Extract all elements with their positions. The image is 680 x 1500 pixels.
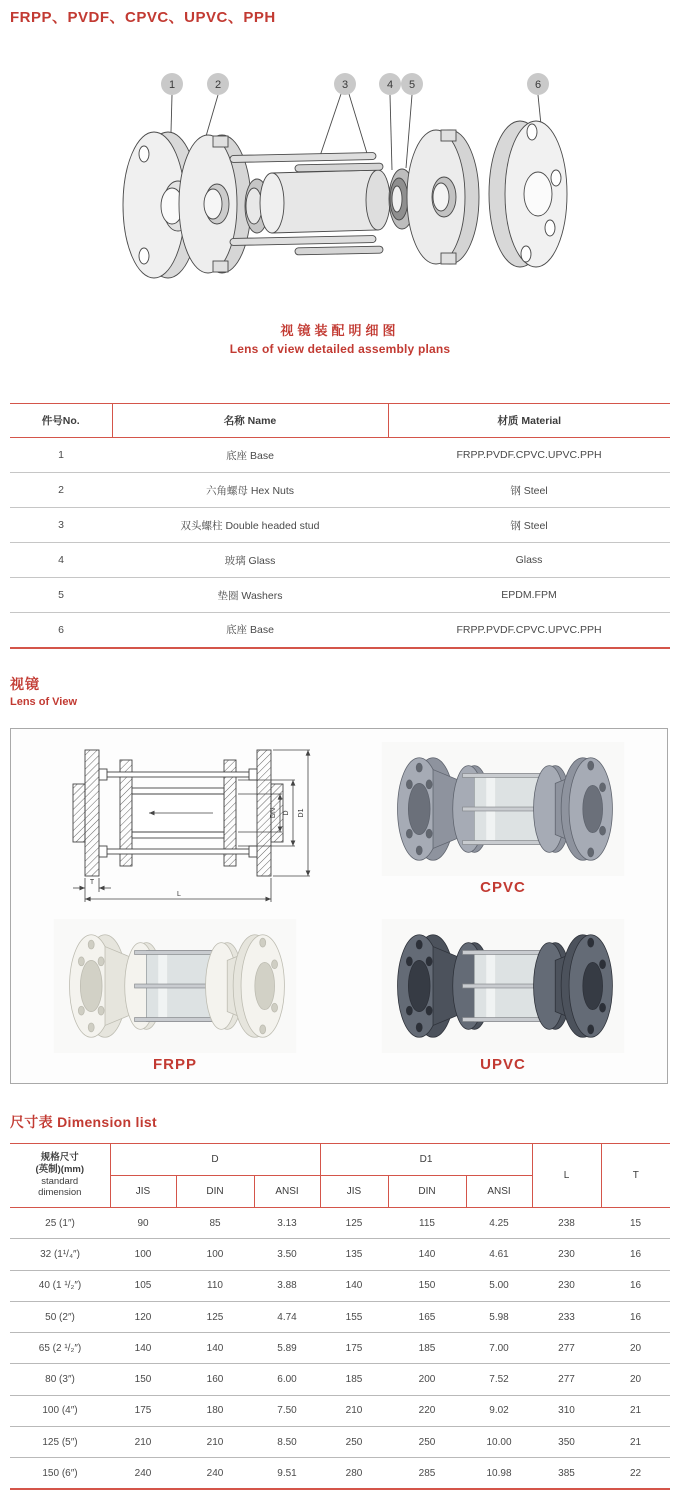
dim-header-d: D [110, 1144, 320, 1176]
dim-subheader-ansi-d: ANSI [254, 1176, 320, 1208]
dim-d1-jis-cell: 125 [320, 1208, 388, 1239]
dim-l-cell: 385 [532, 1458, 601, 1489]
dim-d-ansi-cell: 3.88 [254, 1270, 320, 1301]
dim-d-din-cell: 125 [176, 1301, 254, 1332]
dim-label-d: D [282, 809, 290, 816]
parts-header-material: 材质 Material [388, 404, 670, 438]
dim-size-cell: 125 (5″) [10, 1427, 110, 1458]
part-name-cell: 玻璃 Glass [112, 543, 388, 578]
dim-d-jis-cell: 150 [110, 1364, 176, 1395]
dim-d1-ansi-cell: 5.00 [466, 1270, 532, 1301]
lens-heading-en: Lens of View [10, 696, 78, 708]
dim-d-jis-cell: 100 [110, 1239, 176, 1270]
dim-header-size [10, 1144, 110, 1208]
exploded-assembly-drawing [80, 70, 600, 318]
dim-d1-jis-cell: 175 [320, 1333, 388, 1364]
dim-d-din-cell: 100 [176, 1239, 254, 1270]
parts-table-row [10, 543, 670, 578]
dim-label-dn: DN [269, 807, 277, 818]
parts-table-body [10, 438, 670, 648]
dim-d-din-cell: 140 [176, 1333, 254, 1364]
dim-t-cell: 16 [601, 1270, 670, 1301]
dim-t-cell: 22 [601, 1458, 670, 1489]
dim-d1-ansi-cell: 9.02 [466, 1395, 532, 1426]
parts-table-row [10, 613, 670, 648]
dim-d-din-cell: 160 [176, 1364, 254, 1395]
dim-t-cell: 15 [601, 1208, 670, 1239]
part-flange-with-nuts-right [407, 130, 479, 264]
dimension-table-row [10, 1239, 670, 1270]
dim-d1-din-cell: 115 [388, 1208, 466, 1239]
dim-d-jis-cell: 140 [110, 1333, 176, 1364]
dim-l-cell: 233 [532, 1301, 601, 1332]
dim-header-size-line1: 规格尺寸 [40, 1151, 79, 1163]
dim-d1-ansi-cell: 10.98 [466, 1458, 532, 1489]
dim-d-ansi-cell: 7.50 [254, 1395, 320, 1426]
cross-section-cell [11, 729, 339, 906]
dim-d1-ansi-cell: 10.00 [466, 1427, 532, 1458]
dimension-table-row [10, 1301, 670, 1332]
dimension-table-row [10, 1364, 670, 1395]
parts-table-row [10, 438, 670, 473]
dim-header-size-line4: dimension [38, 1187, 82, 1199]
dim-size-cell: 25 (1″) [10, 1208, 110, 1239]
cpvc-product-photo [378, 740, 628, 878]
dim-d1-din-cell: 185 [388, 1333, 466, 1364]
dim-t-cell: 20 [601, 1364, 670, 1395]
callout-3-number: 3 [341, 79, 349, 91]
dim-t-cell: 21 [601, 1427, 670, 1458]
part-no-cell: 1 [10, 438, 112, 473]
dim-size-cell: 80 (3″) [10, 1364, 110, 1395]
dim-l-cell: 230 [532, 1239, 601, 1270]
dim-d1-jis-cell: 250 [320, 1427, 388, 1458]
dim-label-t: T [89, 878, 94, 886]
dim-d-jis-cell: 90 [110, 1208, 176, 1239]
part-name-cell: 六角螺母 Hex Nuts [112, 473, 388, 508]
dim-header-t: T [601, 1144, 670, 1208]
callout-6-number: 6 [534, 79, 542, 91]
dim-d-ansi-cell: 3.50 [254, 1239, 320, 1270]
frpp-label: FRPP [152, 1055, 197, 1073]
dim-subheader-jis-d1: JIS [320, 1176, 388, 1208]
callout-5-number: 5 [408, 79, 416, 91]
dimension-table-header [10, 1144, 670, 1208]
cross-section-drawing [23, 732, 328, 904]
dim-d1-din-cell: 140 [388, 1239, 466, 1270]
dim-d-jis-cell: 120 [110, 1301, 176, 1332]
cpvc-product-cell [339, 729, 667, 906]
dim-d-jis-cell: 240 [110, 1458, 176, 1489]
dim-d1-ansi-cell: 4.25 [466, 1208, 532, 1239]
part-no-cell: 5 [10, 578, 112, 613]
part-base-right [489, 121, 567, 267]
dim-t-cell: 21 [601, 1395, 670, 1426]
callout-4-number: 4 [386, 79, 394, 91]
frpp-product-cell [11, 906, 339, 1083]
dim-d1-jis-cell: 185 [320, 1364, 388, 1395]
dim-header-size-line3: standard [41, 1175, 79, 1187]
upvc-product-photo [378, 917, 628, 1055]
dim-d1-din-cell: 220 [388, 1395, 466, 1426]
dim-header-d1: D1 [320, 1144, 532, 1176]
dim-l-cell: 238 [532, 1208, 601, 1239]
dim-l-cell: 350 [532, 1427, 601, 1458]
dim-subheader-ansi-d1: ANSI [466, 1176, 532, 1208]
exploded-assembly-figure [80, 70, 600, 318]
dim-d-din-cell: 85 [176, 1208, 254, 1239]
dim-d-jis-cell: 210 [110, 1427, 176, 1458]
dim-t-cell: 16 [601, 1239, 670, 1270]
lens-products-panel [10, 728, 668, 1084]
dim-d-ansi-cell: 4.74 [254, 1301, 320, 1332]
dim-d-jis-cell: 175 [110, 1395, 176, 1426]
page-title: FRPP、PVDF、CPVC、UPVC、PPH [10, 9, 276, 26]
dim-d1-din-cell: 285 [388, 1458, 466, 1489]
dimension-table-row [10, 1395, 670, 1426]
dim-d1-jis-cell: 280 [320, 1458, 388, 1489]
dimension-table-body [10, 1208, 670, 1490]
dim-subheader-jis-d: JIS [110, 1176, 176, 1208]
upvc-label: UPVC [480, 1055, 526, 1073]
part-material-cell: 钢 Steel [388, 508, 670, 543]
callout-1-number: 1 [168, 79, 176, 91]
part-no-cell: 2 [10, 473, 112, 508]
dim-d1-din-cell: 165 [388, 1301, 466, 1332]
dim-l-cell: 277 [532, 1364, 601, 1395]
parts-table-row [10, 508, 670, 543]
dim-d1-jis-cell: 155 [320, 1301, 388, 1332]
dim-l-cell: 310 [532, 1395, 601, 1426]
callout-2-number: 2 [214, 79, 222, 91]
part-no-cell: 3 [10, 508, 112, 543]
dim-d-ansi-cell: 3.13 [254, 1208, 320, 1239]
dim-d1-jis-cell: 135 [320, 1239, 388, 1270]
parts-table [10, 403, 670, 649]
lens-section-heading [10, 674, 77, 708]
dim-d1-ansi-cell: 7.00 [466, 1333, 532, 1364]
dim-d1-jis-cell: 140 [320, 1270, 388, 1301]
dimension-table-row [10, 1458, 670, 1489]
dim-size-cell: 65 (2 ¹/₂″) [10, 1333, 110, 1364]
dim-subheader-din-d: DIN [176, 1176, 254, 1208]
dim-d-ansi-cell: 6.00 [254, 1364, 320, 1395]
dim-header-l: L [532, 1144, 601, 1208]
part-material-cell: EPDM.FPM [388, 578, 670, 613]
assembly-caption [0, 320, 680, 356]
part-material-cell: FRPP.PVDF.CPVC.UPVC.PPH [388, 438, 670, 473]
part-no-cell: 4 [10, 543, 112, 578]
dim-d1-din-cell: 250 [388, 1427, 466, 1458]
dim-t-cell: 16 [601, 1301, 670, 1332]
part-name-cell: 底座 Base [112, 613, 388, 648]
dim-d1-jis-cell: 210 [320, 1395, 388, 1426]
dimension-table-row [10, 1333, 670, 1364]
part-name-cell: 垫圈 Washers [112, 578, 388, 613]
dim-subheader-din-d1: DIN [388, 1176, 466, 1208]
parts-header-name: 名称 Name [112, 404, 388, 438]
dimension-table-row [10, 1427, 670, 1458]
dim-d1-din-cell: 150 [388, 1270, 466, 1301]
parts-table-row [10, 578, 670, 613]
assembly-caption-en: Lens of view detailed assembly plans [229, 342, 451, 356]
dim-l-cell: 277 [532, 1333, 601, 1364]
part-glass-cylinder [260, 170, 390, 233]
dim-d-ansi-cell: 8.50 [254, 1427, 320, 1458]
dim-label-d1: D1 [297, 808, 305, 817]
cpvc-label: CPVC [480, 878, 526, 896]
part-material-cell: FRPP.PVDF.CPVC.UPVC.PPH [388, 613, 670, 648]
lens-heading-zh: 视镜 [10, 676, 40, 692]
dim-d1-ansi-cell: 4.61 [466, 1239, 532, 1270]
dim-d-ansi-cell: 9.51 [254, 1458, 320, 1489]
part-material-cell: Glass [388, 543, 670, 578]
dim-size-cell: 50 (2″) [10, 1301, 110, 1332]
dim-size-cell: 100 (4″) [10, 1395, 110, 1426]
dim-d-din-cell: 210 [176, 1427, 254, 1458]
part-material-cell: 钢 Steel [388, 473, 670, 508]
dim-d1-din-cell: 200 [388, 1364, 466, 1395]
dim-d-jis-cell: 105 [110, 1270, 176, 1301]
dimension-table [10, 1143, 670, 1490]
dim-t-cell: 20 [601, 1333, 670, 1364]
parts-table-header [10, 404, 670, 438]
dim-d-din-cell: 180 [176, 1395, 254, 1426]
dim-d-din-cell: 240 [176, 1458, 254, 1489]
dim-d1-ansi-cell: 7.52 [466, 1364, 532, 1395]
dimension-list-heading: 尺寸表 Dimension list [10, 1114, 157, 1130]
dim-label-l: L [176, 890, 181, 898]
dimension-table-row [10, 1208, 670, 1239]
dim-size-cell: 40 (1 ¹/₂″) [10, 1270, 110, 1301]
dimension-table-row [10, 1270, 670, 1301]
dim-header-size-line2: (英制)(mm) [35, 1163, 85, 1175]
dim-size-cell: 150 (6″) [10, 1458, 110, 1489]
assembly-caption-zh: 视镜装配明细图 [280, 323, 400, 338]
dim-size-cell: 32 (1¹/₄″) [10, 1239, 110, 1270]
dim-d1-ansi-cell: 5.98 [466, 1301, 532, 1332]
part-no-cell: 6 [10, 613, 112, 648]
parts-table-row [10, 473, 670, 508]
frpp-product-photo [50, 917, 300, 1055]
dim-l-cell: 230 [532, 1270, 601, 1301]
callout-balloons [161, 73, 549, 95]
part-name-cell: 双头螺柱 Double headed stud [112, 508, 388, 543]
part-name-cell: 底座 Base [112, 438, 388, 473]
dim-d-ansi-cell: 5.89 [254, 1333, 320, 1364]
dim-d-din-cell: 110 [176, 1270, 254, 1301]
upvc-product-cell [339, 906, 667, 1083]
parts-header-no: 件号No. [10, 404, 112, 438]
